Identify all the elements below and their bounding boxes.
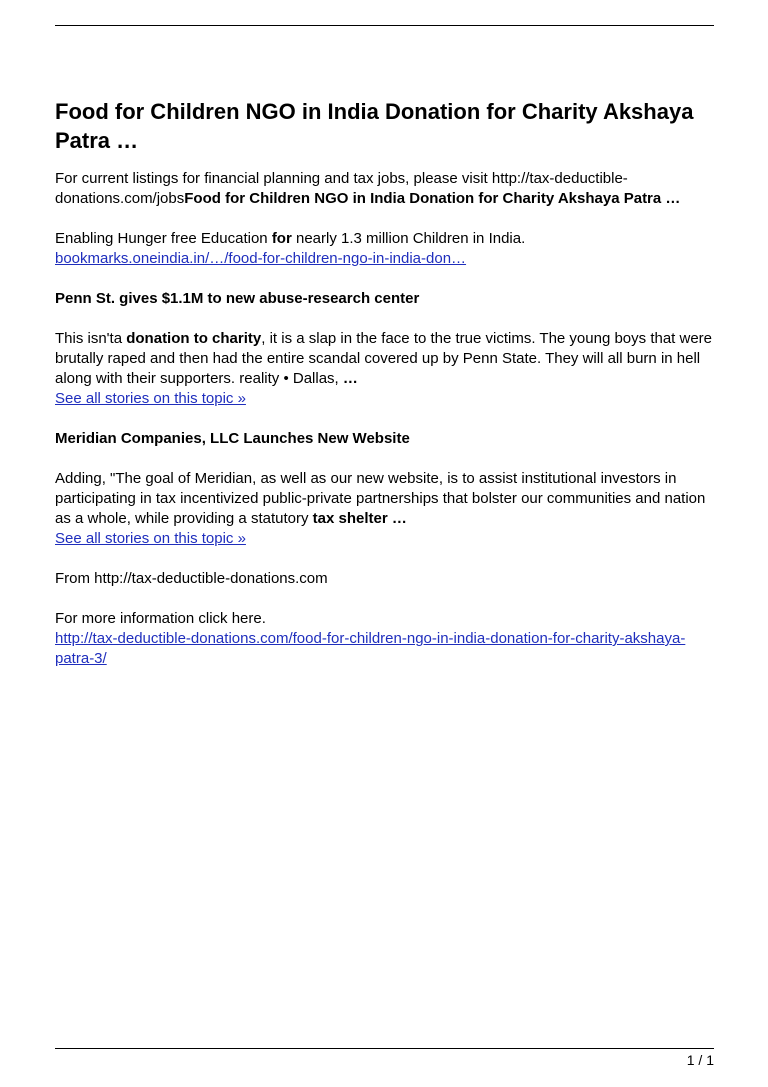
item1-pre: Enabling Hunger free Education [55, 230, 272, 247]
story2-headline: Meridian Companies, LLC Launches New Website [55, 430, 410, 447]
source-line: From http://tax-deductible-donations.com [55, 570, 328, 587]
more-info-text: For more information click here. [55, 610, 266, 627]
intro-paragraph [55, 169, 715, 209]
document-body [55, 97, 715, 689]
story1-ellipsis: … [342, 370, 358, 387]
item1-bold: for [271, 230, 292, 247]
story2-bold: tax shelter … [312, 510, 407, 527]
more-info-paragraph [55, 609, 715, 669]
footer-rule [55, 1048, 714, 1049]
item1-paragraph [55, 229, 715, 269]
page-number: 1 / 1 [686, 1052, 714, 1068]
intro-bold-title: Food for Children NGO in India Donation for Charity Akshaya Patra … [184, 190, 681, 207]
header-rule [55, 25, 714, 26]
story2-pre: Adding, "The goal of Meridian, as well as our new website, is to assist institutional investors in participating in tax incentivized public-private partnerships that bolster our communities and nation as a whole, while providing a statutory [55, 470, 706, 527]
document-title: Food for Children NGO in India Donation for Charity Akshaya Patra … [55, 99, 694, 153]
item1-post: nearly 1.3 million Children in India. [291, 230, 526, 247]
story2-paragraph [55, 469, 715, 549]
story1-pre: This isn'ta [55, 330, 127, 347]
story1-see-all-link[interactable]: See all stories on this topic » [55, 390, 246, 407]
story2-see-all-link[interactable]: See all stories on this topic » [55, 530, 246, 547]
story1-post: , it is a slap in the face to the true victims. The young boys that were brutally raped and then had the entire scandal covered up by Penn State. They will all burn in hell along with their supporters. reality • Dallas, [55, 330, 713, 387]
more-info-link[interactable]: http://tax-deductible-donations.com/food-for-children-ngo-in-india-donation-for-charity-akshaya-patra-3/ [55, 630, 686, 667]
story1-paragraph [55, 329, 715, 409]
story1-headline: Penn St. gives $1.1M to new abuse-research center [55, 290, 420, 307]
story1-bold: donation to charity [126, 330, 262, 347]
intro-text: For current listings for financial planning and tax jobs, please visit http://tax-deductible-donations.com/jobs [55, 170, 628, 207]
item1-link[interactable]: bookmarks.oneindia.in/…/food-for-children-ngo-in-india-don… [55, 250, 467, 267]
